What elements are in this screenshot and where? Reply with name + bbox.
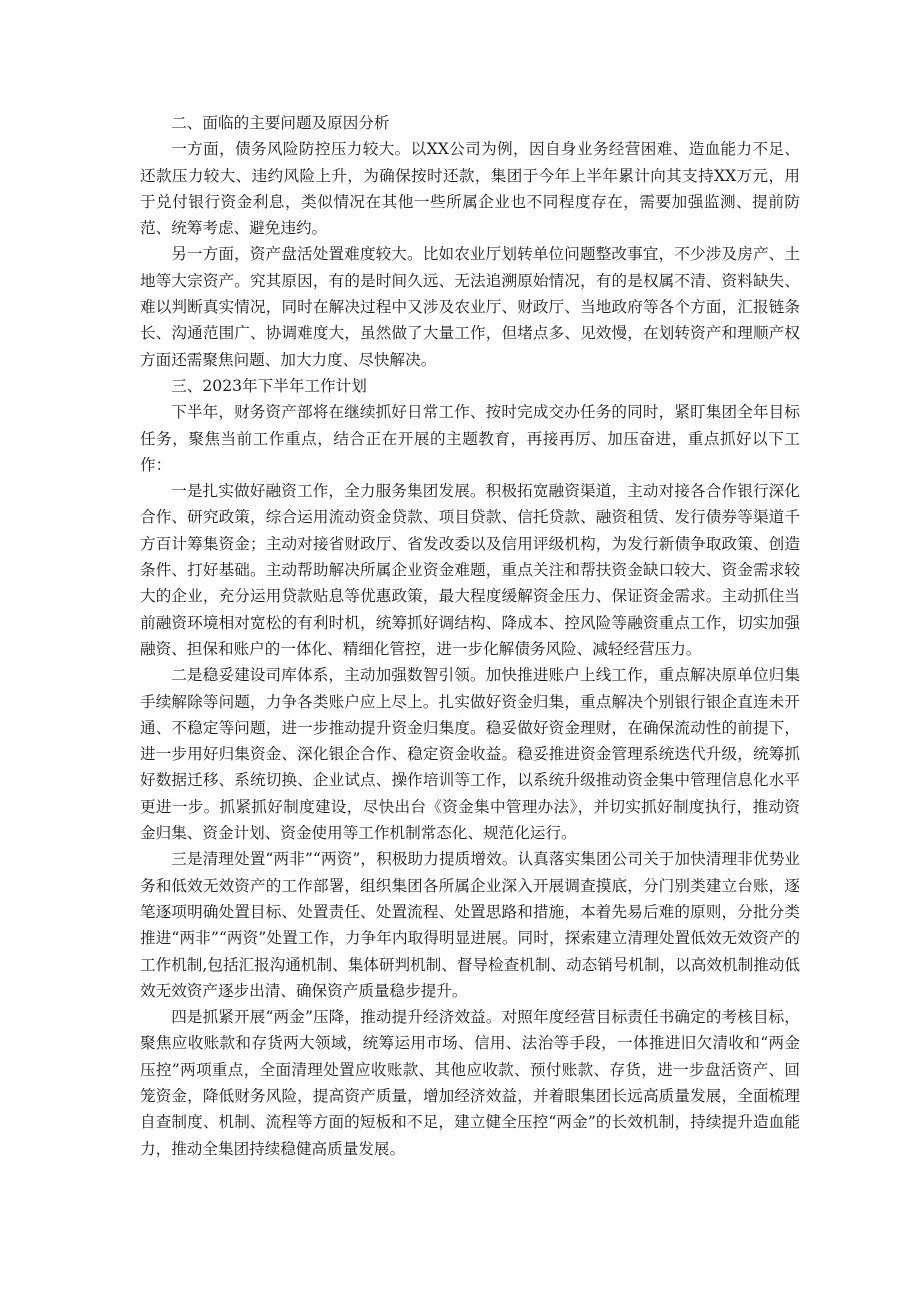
section-heading-problems: 二、面临的主要问题及原因分析 [171, 114, 390, 132]
document-body [140, 110, 800, 1162]
paragraph-debt-risk: 一方面，债务风险防控压力较大。以XX公司为例，因自身业务经营困难、造血能力不足、还款压力较大、违约风险上升，为确保按时还款，集团于今年上半年累计向其支持XX万元，用于兑付银行资金利息，类似情况在其他一些所属企业也不同程度存在，需要加强监测、提前防范、统筹考虑、避免违约。 [140, 140, 800, 238]
paragraph-asset-disposal: 另一方面，资产盘活处置难度较大。比如农业厅划转单位问题整改事宜，不少涉及房产、土地等大宗资产。究其原因，有的是时间久远、无法追溯原始情况，有的是权属不清、资料缺失、难以判断真实情况，同时在解决过程中又涉及农业厅、财政厅、当地政府等各个方面，汇报链条长、沟通范围广、协调难度大，虽然做了大量工作，但堵点多、见效慢，在划转资产和理顺产权方面还需聚焦问题、加大力度、尽快解决。 [140, 245, 800, 369]
paragraph-treasury-system: 二是稳妥建设司库体系，主动加强数智引领。加快推进账户上线工作，重点解决原单位归集手续解除等问题，力争各类账户应上尽上。扎实做好资金归集，重点解决个别银行银企直连未开通、不稳定等问题，进一步推动提升资金归集度。稳妥做好资金理财，在确保流动性的前提下，进一步用好归集资金、深化银企合作、稳定资金收益。稳妥推进资金管理系统迭代升级，统筹抓好数据迁移、系统切换、企业试点、操作培训等工作，以系统升级推动资金集中管理信息化水平更进一步。抓紧抓好制度建设，尽快出台《资金集中管理办法》，并切实抓好制度执行，推动资金归集、资金计划、资金使用等工作机制常态化、规范化运行。 [140, 666, 800, 843]
paragraph-liangjin-reduction: 四是抓紧开展“两金”压降，推动提升经济效益。对照年度经营目标责任书确定的考核目标，聚焦应收账款和存货两大领域，统筹运用市场、信用、法治等手段，一体推进旧欠清收和“两金压控”两项重点，全面清理处置应收账款、其他应收款、预付账款、存货，进一步盘活资产、回笼资金，降低财务风险，提高资产质量，增加经济效益，并着眼集团长远高质量发展，全面梳理自查制度、机制、流程等方面的短板和不足，建立健全压控“两金”的长效机制，持续提升造血能力，推动全集团持续稳健高质量发展。 [140, 1008, 800, 1158]
section-heading-plan: 三、2023年下半年工作计划 [171, 376, 367, 395]
paragraph-liangfei-liangzi: 三是清理处置“两非”“两资”，积极助力提质增效。认真落实集团公司关于加快清理非优势业务和低效无效资产的工作部署，组织集团各所属企业深入开展调查摸底，分门别类建立台账，逐笔逐项明确处置目标、处置责任、处置流程、处置思路和措施，本着先易后难的原则，分批分类推进“两非”“两资”处置工作，力争年内取得明显进展。同时，探索建立清理处置低效无效资产的工作机制,包括汇报沟通机制、集体研判机制、督导检查机制、动态销号机制，以高效机制推动低效无效资产逐步出清、确保资产质量稳步提升。 [140, 850, 800, 1000]
paragraph-financing: 一是扎实做好融资工作，全力服务集团发展。积极拓宽融资渠道，主动对接各合作银行深化合作、研究政策，综合运用流动资金贷款、项目贷款、信托贷款、融资租赁、发行债券等渠道千方百计筹集资金；主动对接省财政厅、省发改委以及信用评级机构，为发行新债争取政策、创造条件、打好基础。主动帮助解决所属企业资金难题，重点关注和帮扶资金缺口较大、资金需求较大的企业，充分运用贷款贴息等优惠政策，最大程度缓解资金压力、保证资金需求。主动抓住当前融资环境相对宽松的有利时机，统筹抓好调结构、降成本、控风险等融资重点工作，切实加强融资、担保和账户的一体化、精细化管控，进一步化解债务风险、减轻经营压力。 [140, 482, 800, 658]
paragraph-plan-intro: 下半年，财务资产部将在继续抓好日常工作、按时完成交办任务的同时，紧盯集团全年目标任务，聚焦当前工作重点，结合正在开展的主题教育，再接再厉、加压奋进，重点抓好以下工作： [140, 403, 800, 474]
